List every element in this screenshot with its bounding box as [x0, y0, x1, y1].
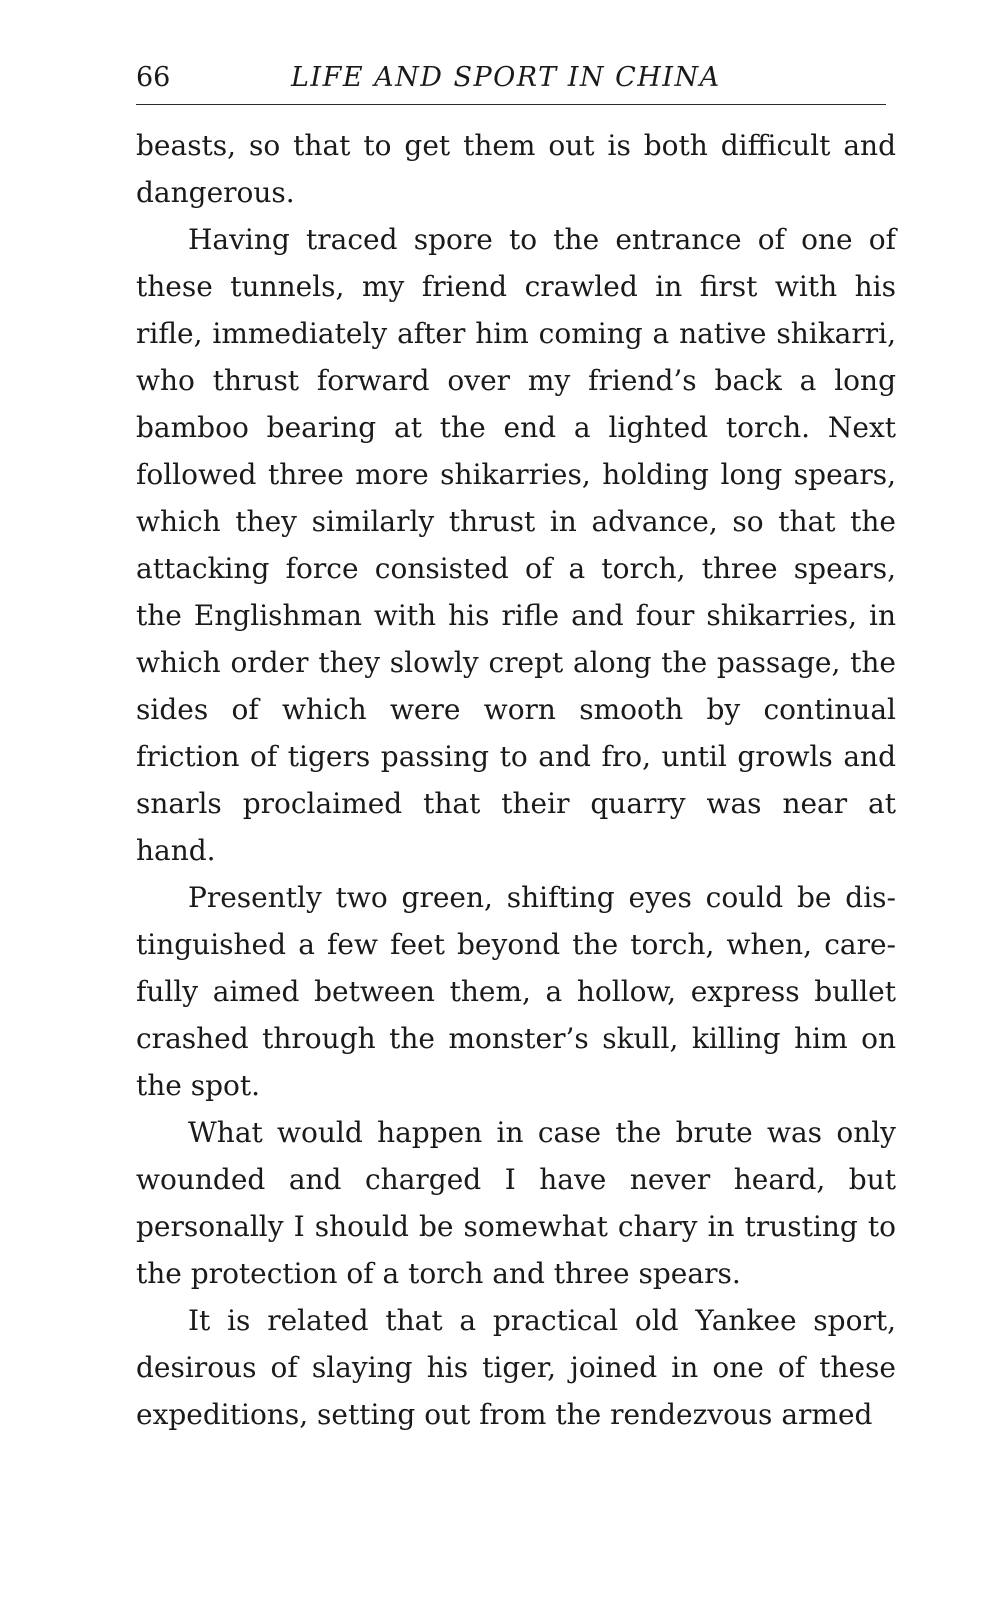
paragraph-wounded-brute: What would happen in case the brute was only wounded and charged I have never heard, but personally I should be somewhat chary in trusting to the protection of a torch and three spears.: [136, 1116, 896, 1290]
page-number: 66: [136, 62, 171, 93]
paragraph-tunnel-entry: Having traced spore to the entrance of one of these tunnels, my friend crawled in first with his rifle, immediately after him coming a native shikarri, who thrust forward over my friend’s back a long bamboo bearing at the end a lighted torch. Next followed three more shikarries, holding long spears, which they similarly thrust in advance, so that the attacking force consisted of a torch, three spears, the Englishman with his rifle and four shikarries, in which order they slowly crept along the passage, the sides of which were worn smooth by continual friction of tigers passing to and fro, until growls and snarls proclaimed that their quarry was near at hand.: [136, 223, 896, 867]
running-head: [136, 60, 896, 100]
paragraph-green-eyes: Presently two green, shifting eyes could be dis- tinguished a few feet beyond the torch, when, care- fully aimed between them, a hollow, express bullet crashed through the monster’s skull, killing him on the spot.: [136, 881, 896, 1102]
paragraph-continuation: beasts, so that to get them out is both difficult and dangerous.: [136, 129, 896, 209]
header-rule: [136, 104, 886, 105]
running-title: LIFE AND SPORT IN CHINA: [291, 62, 721, 93]
body-text: [136, 122, 896, 1438]
paragraph-yankee-sport: It is related that a practical old Yankee sport, desirous of slaying his tiger, joined in one of these expeditions, setting out from the rendezvous armed: [136, 1304, 896, 1431]
